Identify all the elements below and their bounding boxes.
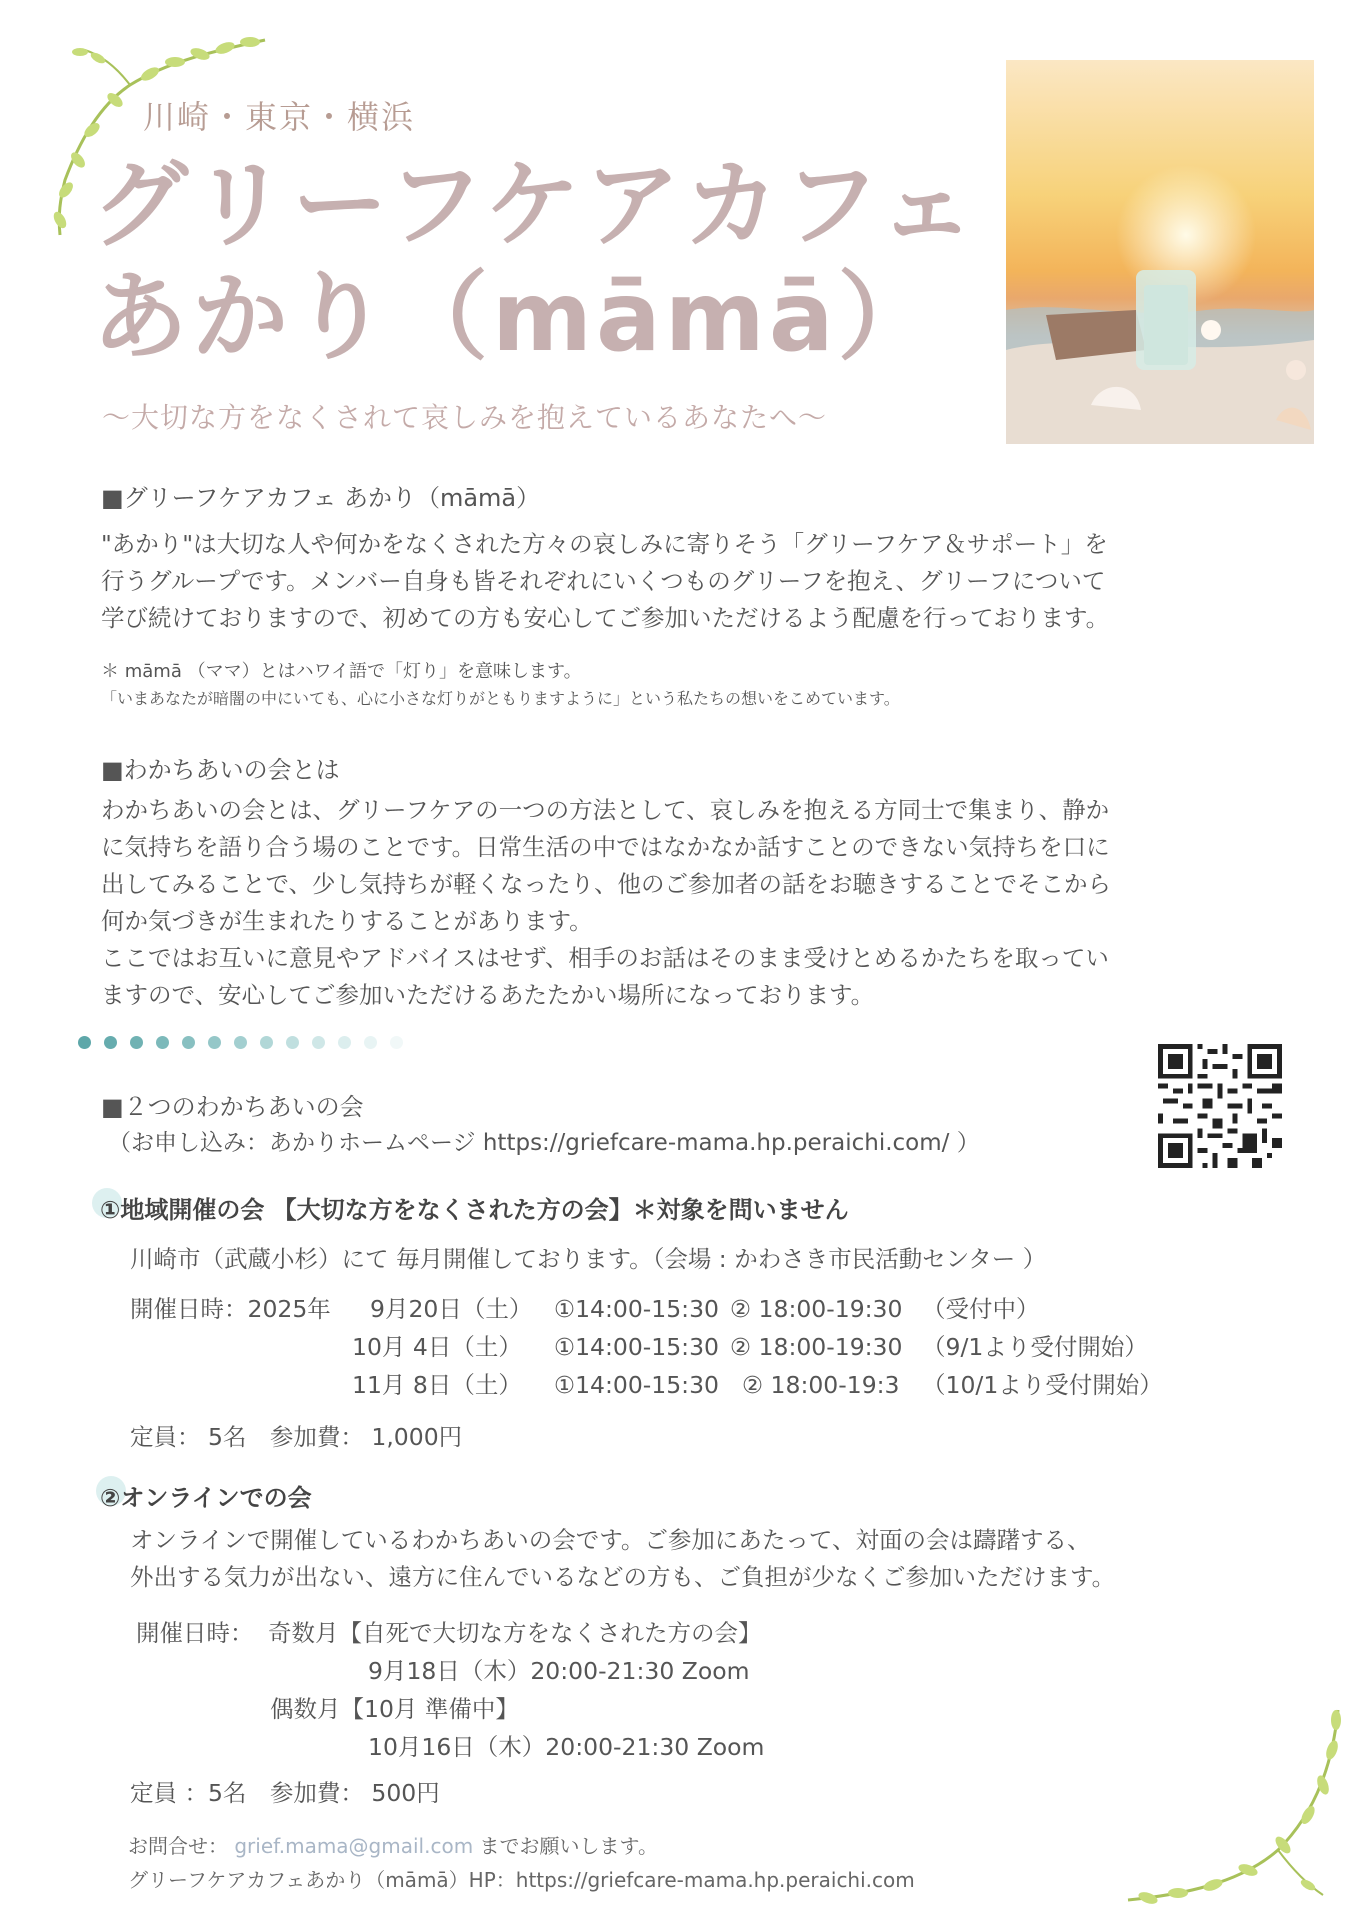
event1-date-2: 10月 4日（土） bbox=[352, 1333, 522, 1361]
event1-date-1: 9月20日（土） bbox=[370, 1295, 533, 1323]
homepage-line[interactable]: グリーフケアカフェあかり（māmā）HP：https://griefcare-mama.hp.peraichi.com bbox=[128, 1868, 915, 1892]
event1-slot2-2: ② 18:00-19:30 bbox=[730, 1333, 903, 1361]
wakachiai-line: わかちあいの会とは、グリーフケアの一つの方法として、哀しみを抱える方同士で集まり、静か bbox=[101, 796, 1110, 824]
event1-slot2-1: ② 18:00-19:30 bbox=[730, 1295, 903, 1323]
event2-line: オンラインで開催しているわかちあいの会です。ご参加にあたって、対面の会は躊躇する、 bbox=[130, 1526, 1091, 1554]
contact-line bbox=[128, 1830, 658, 1859]
event2-even-date: 10月16日（木）20:00-21:30 Zoom bbox=[368, 1733, 765, 1761]
event1-location: 川崎市（武蔵小杉）にて 毎月開催しております。（会場 : かわさき市民活動センター ） bbox=[130, 1245, 1047, 1273]
apply-link[interactable]: （お申し込み：あかりホームページ https://griefcare-mama.hp.peraichi.com/ ） bbox=[108, 1130, 980, 1156]
event2-odd-date: 9月18日（木）20:00-21:30 Zoom bbox=[368, 1657, 750, 1685]
about-paragraph bbox=[101, 526, 1109, 637]
region-label: 川崎・東京・横浜 bbox=[143, 98, 416, 136]
note-line: ＊ māmā （ママ）とはハワイ語で「灯り」を意味します。 bbox=[101, 661, 582, 682]
divider-dot bbox=[364, 1036, 377, 1049]
event1-status-1: （受付中） bbox=[922, 1295, 1040, 1323]
event2-even-month-label: 偶数月【10月 準備中】 bbox=[270, 1695, 519, 1723]
divider-dot bbox=[208, 1036, 221, 1049]
event2-title: ②オンラインでの会 bbox=[100, 1484, 312, 1512]
event2-odd-month-label: 奇数月【自死で大切な方をなくされた方の会】 bbox=[268, 1619, 762, 1647]
event1-status-3: （10/1より受付開始） bbox=[922, 1371, 1163, 1399]
divider-dot bbox=[104, 1036, 117, 1049]
tagline: 〜大切な方をなくされて哀しみを抱えているあなたへ〜 bbox=[102, 401, 828, 434]
about-notes bbox=[101, 658, 900, 712]
contact-suffix: までお願いします。 bbox=[479, 1834, 658, 1858]
wakachiai-line: ここではお互いに意見やアドバイスはせず、相手のお話はそのまま受けとめるかたちを取ってい bbox=[101, 944, 1109, 972]
about-line: 行うグループです。メンバー自身も皆それぞれにいくつものグリーフを抱え、グリーフについて bbox=[101, 567, 1106, 595]
sunset-candle-painting bbox=[1006, 60, 1314, 444]
event2-description bbox=[130, 1522, 1115, 1596]
divider-dot bbox=[156, 1036, 169, 1049]
wakachiai-line: 何か気づきが生まれたりすることがあります。 bbox=[101, 907, 593, 935]
divider-dot bbox=[338, 1036, 351, 1049]
event1-slot1-1: ①14:00-15:30 bbox=[554, 1295, 719, 1323]
qr-code[interactable] bbox=[1158, 1044, 1282, 1168]
wakachiai-line: に気持ちを語り合う場のことです。日常生活の中ではなかなか話すことのできない気持ちを口に bbox=[101, 833, 1110, 861]
wakachiai-paragraph bbox=[101, 792, 1111, 1014]
wakachiai-line: 出してみることで、少し気持ちが軽くなったり、他のご参加者の話をお聴きすることでそこから bbox=[101, 870, 1112, 898]
section-heading-two-events: ■２つのわかちあいの会 bbox=[101, 1093, 364, 1121]
divider-dot bbox=[182, 1036, 195, 1049]
section-heading-wakachiai: ■わかちあいの会とは bbox=[101, 756, 340, 784]
event1-slot1-2: ①14:00-15:30 bbox=[554, 1333, 719, 1361]
event1-date-3: 11月 8日（土） bbox=[352, 1371, 522, 1399]
divider-dot bbox=[312, 1036, 325, 1049]
about-line: "あかり"は大切な人や何かをなくされた方々の哀しみに寄りそう「グリーフケア＆サポート」を bbox=[101, 530, 1108, 558]
divider-dot bbox=[234, 1036, 247, 1049]
event2-line: 外出する気力が出ない、遠方に住んでいるなどの方も、ご負担が少なくご参加いただけます。 bbox=[130, 1563, 1116, 1591]
section-heading-about: ■グリーフケアカフェ あかり（māmā） bbox=[101, 484, 541, 512]
event1-capacity: 定員： 5名 参加費： 1,000円 bbox=[130, 1423, 463, 1451]
note-line: 「いまあなたが暗闇の中にいても、心に小さな灯りがともりますように」という私たちの想いをこめています。 bbox=[101, 689, 900, 708]
event1-slot1-3: ①14:00-15:30 bbox=[554, 1371, 719, 1399]
event1-schedule-label: 開催日時：2025年 bbox=[130, 1295, 331, 1323]
page-title-line1: グリーフケアカフェ bbox=[92, 149, 979, 261]
event1-title: ①地域開催の会 【大切な方をなくされた方の会】＊対象を問いません bbox=[100, 1196, 849, 1224]
contact-email-link[interactable]: grief.mama@gmail.com bbox=[234, 1834, 474, 1858]
event2-schedule-label: 開催日時： bbox=[136, 1619, 254, 1647]
event2-capacity: 定員 ：5名 参加費： 500円 bbox=[130, 1779, 440, 1807]
event1-status-2: （9/1より受付開始） bbox=[922, 1333, 1148, 1361]
wakachiai-line: ますので、安心してご参加いただけるあたたかい場所になっております。 bbox=[101, 981, 875, 1009]
contact-prefix: お問合せ： bbox=[128, 1834, 228, 1858]
divider-dot bbox=[286, 1036, 299, 1049]
divider-dot bbox=[260, 1036, 273, 1049]
page-title-line2: あかり（māmā） bbox=[92, 261, 938, 373]
about-line: 学び続けておりますので、初めての方も安心してご参加いただけるよう配慮を行っております。 bbox=[101, 604, 1110, 632]
vine-decoration-bottom-right bbox=[1118, 1700, 1348, 1910]
divider-dot bbox=[78, 1036, 91, 1049]
event1-slot2-3: ② 18:00-19:3 bbox=[742, 1371, 900, 1399]
divider-dot bbox=[130, 1036, 143, 1049]
divider-dot bbox=[390, 1036, 403, 1049]
